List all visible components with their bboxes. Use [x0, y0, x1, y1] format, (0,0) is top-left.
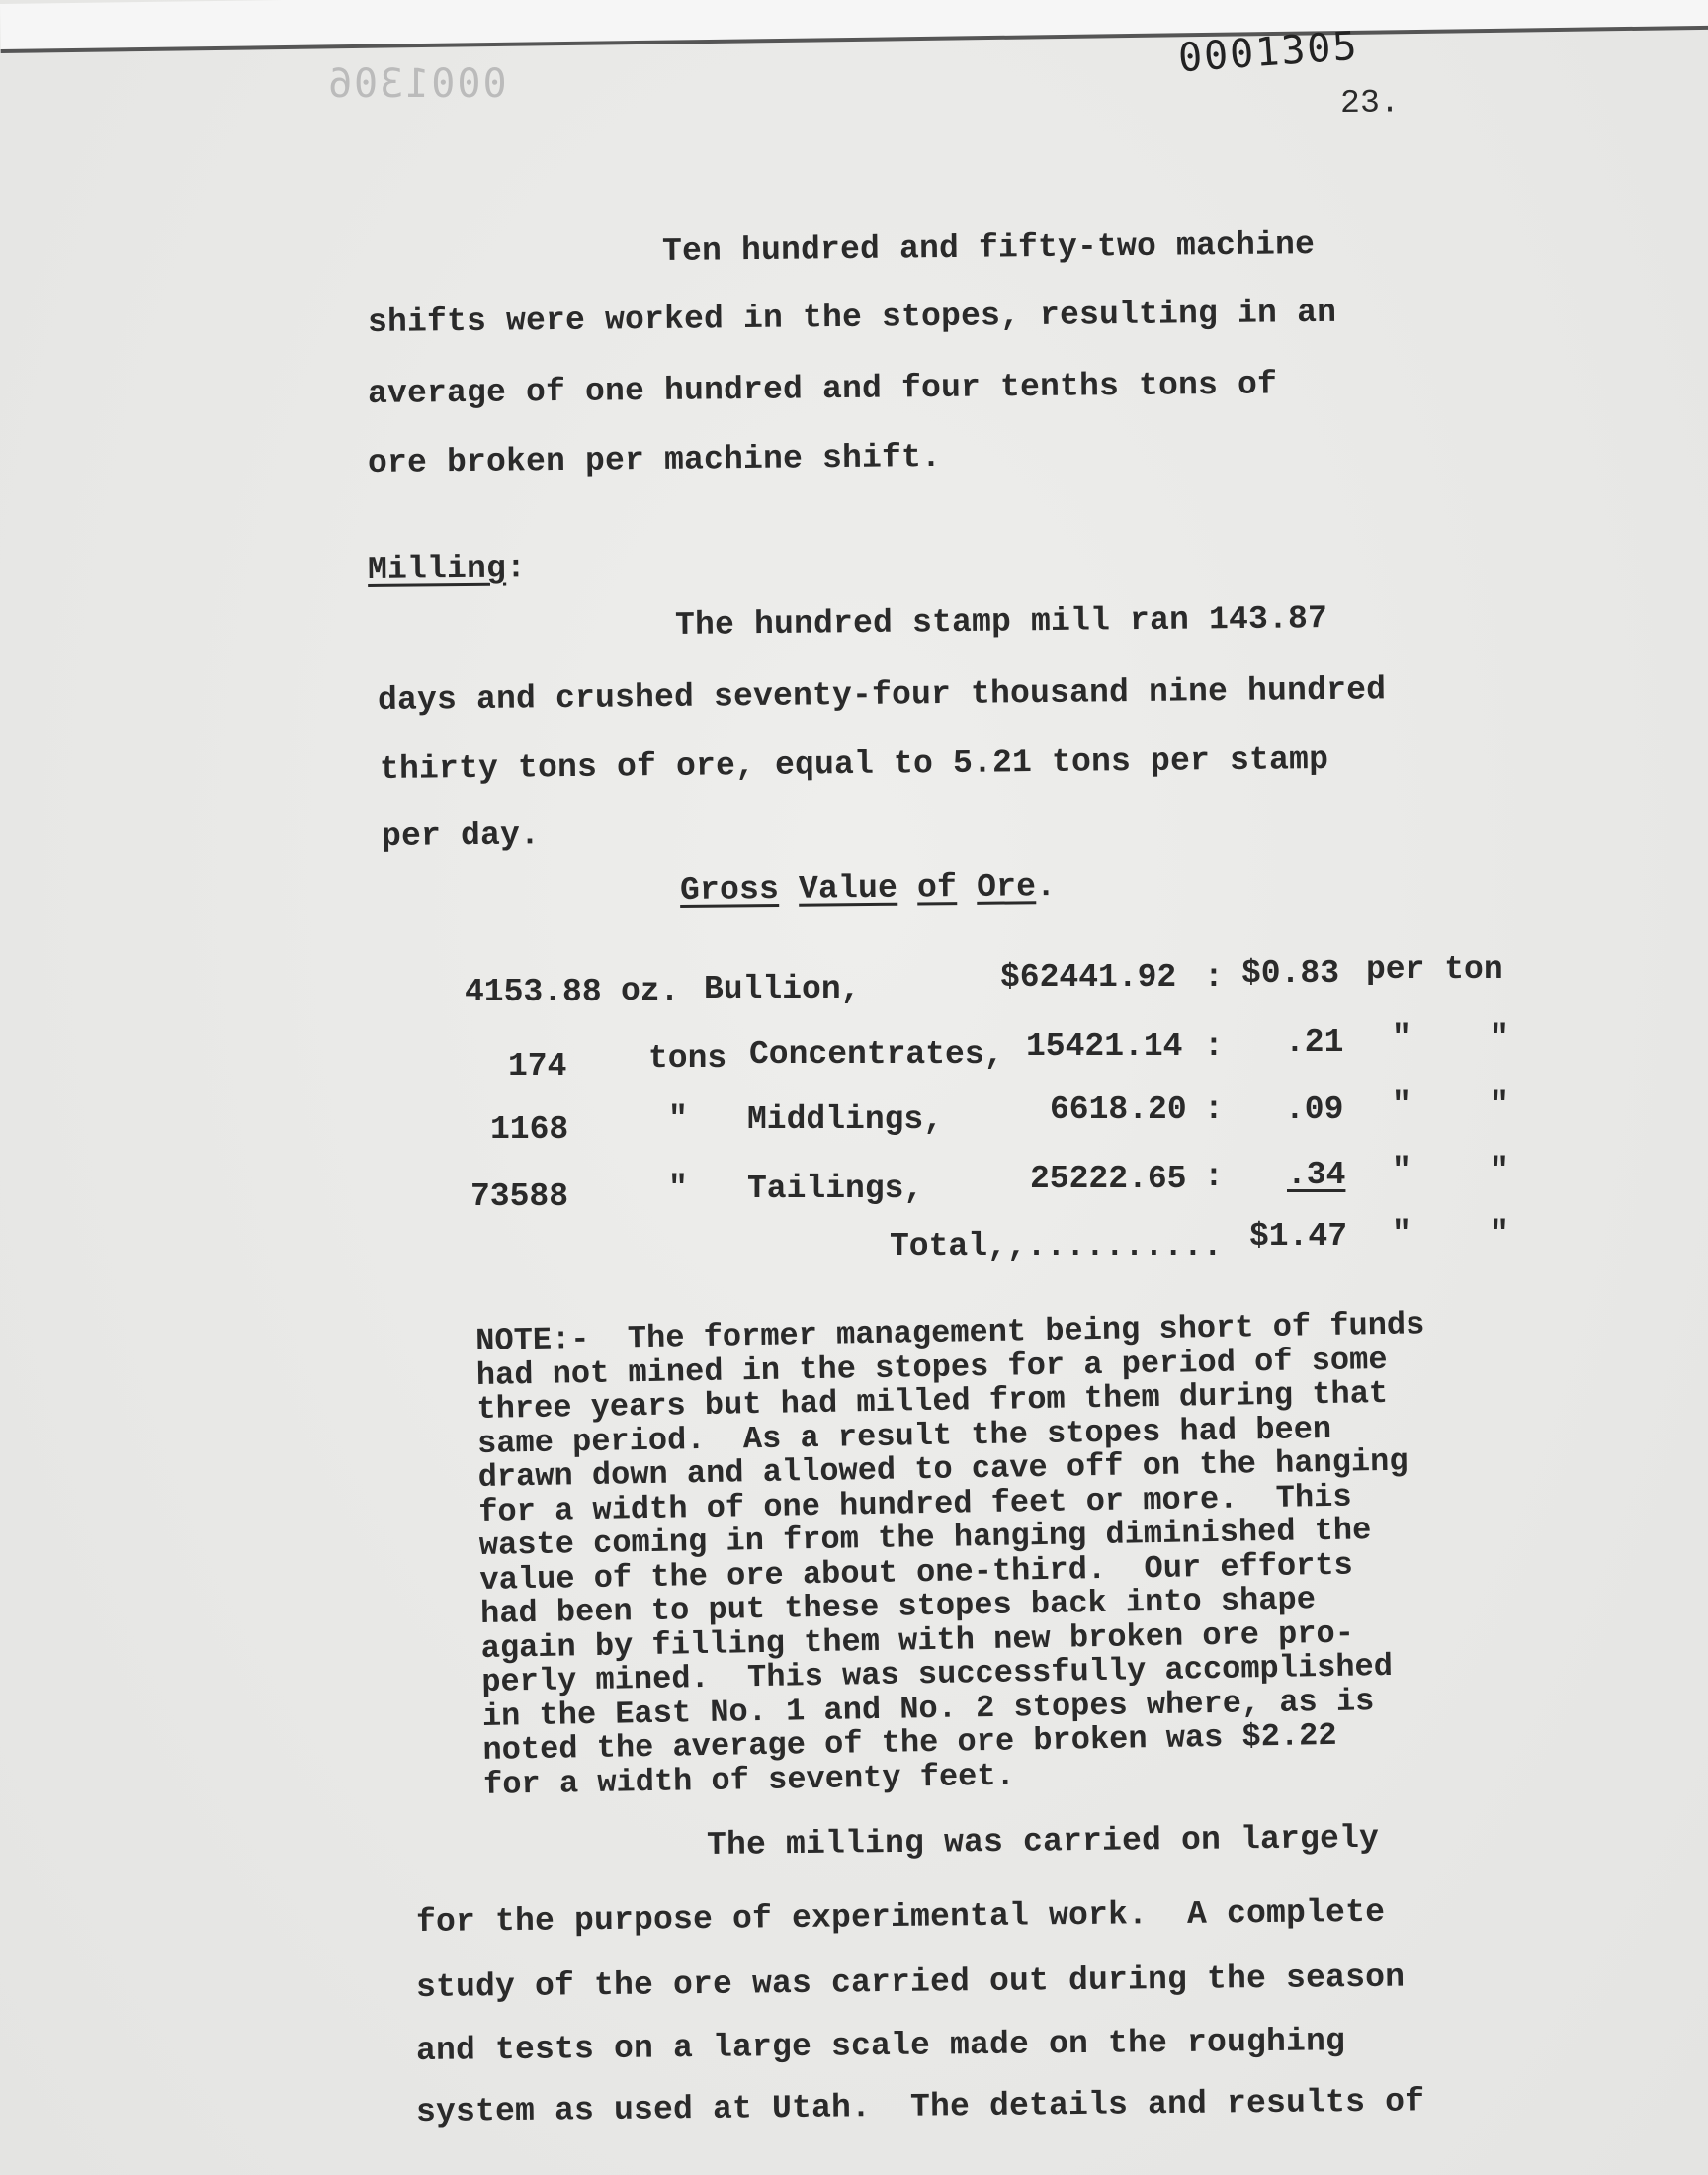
ghost-stamp-number: 0001306	[326, 61, 507, 107]
sep: :	[1204, 959, 1224, 996]
paragraph1-line: shifts were worked in the stopes, resulting in an	[367, 294, 1337, 341]
qty: 73588	[470, 1178, 569, 1215]
qty: 4153.88	[465, 974, 602, 1010]
title-word: Value	[798, 869, 898, 908]
page-top-edge	[0, 0, 1708, 53]
sep: :	[1204, 1028, 1224, 1065]
sep: :	[1204, 1159, 1224, 1195]
paragraph3-line: study of the ore was carried out during the season	[415, 1958, 1406, 2006]
unit: oz.	[621, 973, 680, 1009]
title-word: Ore	[976, 868, 1037, 906]
title-word: of	[916, 869, 958, 907]
sep: :	[1204, 1091, 1224, 1128]
unit-label: " "	[1392, 1020, 1509, 1057]
item: Tailings,	[747, 1171, 924, 1207]
qty: 1168	[490, 1111, 569, 1148]
paragraph2-line: per day.	[381, 817, 541, 855]
value: 6618.20	[1050, 1091, 1187, 1128]
unit: "	[668, 1101, 688, 1138]
paragraph3-line: The milling was carried on largely	[706, 1819, 1380, 1864]
unit-label: per ton	[1366, 951, 1503, 988]
unit-label: " "	[1392, 1216, 1509, 1253]
per-ton: .34	[1287, 1157, 1346, 1193]
paragraph3-line: and tests on a large scale made on the roughing	[415, 2023, 1346, 2069]
total-value: $1.47	[1249, 1218, 1348, 1255]
unit: tons	[648, 1040, 727, 1077]
item: Bullion,	[704, 971, 861, 1007]
table-title	[680, 870, 1056, 907]
unit-label: " "	[1392, 1153, 1509, 1189]
per-ton: $0.83	[1241, 955, 1340, 992]
title-dot: .	[1035, 868, 1057, 906]
paragraph3-line: system as used at Utah. The details and results of	[415, 2083, 1425, 2131]
paragraph1-line: ore broken per machine shift.	[367, 438, 942, 481]
unit-label: " "	[1392, 1088, 1509, 1124]
item: Middlings,	[747, 1101, 944, 1138]
title-word: Gross	[679, 870, 780, 909]
note-paragraph: NOTE:- The former management being short of funds had not mined in the stopes for a period of some three years but had milled from them during that same period. As a result the stopes had been drawn down and allowed to cave off on the hanging for a width of one hundred feet or more. This waste coming in from the hanging diminished the value of the ore about one-third. Our efforts had been to put these stopes back into shape again by filling them with new broken ore pro- perly mined. This was successfully accomplished in the East No. 1 and No. 2 stopes where, as is noted the average of the ore broken was $2.22 for a width of seventy feet.	[474, 1306, 1425, 1803]
paragraph2-line: thirty tons of ore, equal to 5.21 tons per stamp	[379, 740, 1329, 788]
milling-heading	[368, 552, 526, 586]
value: $62441.92	[1000, 959, 1177, 996]
value: 15421.14	[1026, 1028, 1183, 1065]
paragraph2-line: The hundred stamp mill ran 143.87	[674, 600, 1328, 644]
per-ton: .21	[1285, 1024, 1344, 1061]
paragraph2-line: days and crushed seventy-four thousand nine hundred	[377, 671, 1387, 719]
milling-heading-text: Milling	[367, 550, 507, 588]
paragraph3-line: for the purpose of experimental work. A complete	[415, 1893, 1386, 1941]
paragraph1-line: average of one hundred and four tenths tons of	[367, 366, 1278, 412]
unit: "	[668, 1171, 688, 1207]
stamp-number: 0001305	[1176, 23, 1360, 82]
per-ton: .09	[1285, 1091, 1344, 1128]
total-label: Total,,..........	[890, 1228, 1223, 1264]
page-number: 23.	[1339, 84, 1401, 122]
paragraph1-line: Ten hundred and fifty-two machine	[661, 226, 1316, 270]
milling-colon: :	[505, 550, 527, 587]
item: Concentrates,	[749, 1036, 1004, 1073]
value: 25222.65	[1030, 1161, 1187, 1197]
qty: 174	[508, 1048, 567, 1085]
